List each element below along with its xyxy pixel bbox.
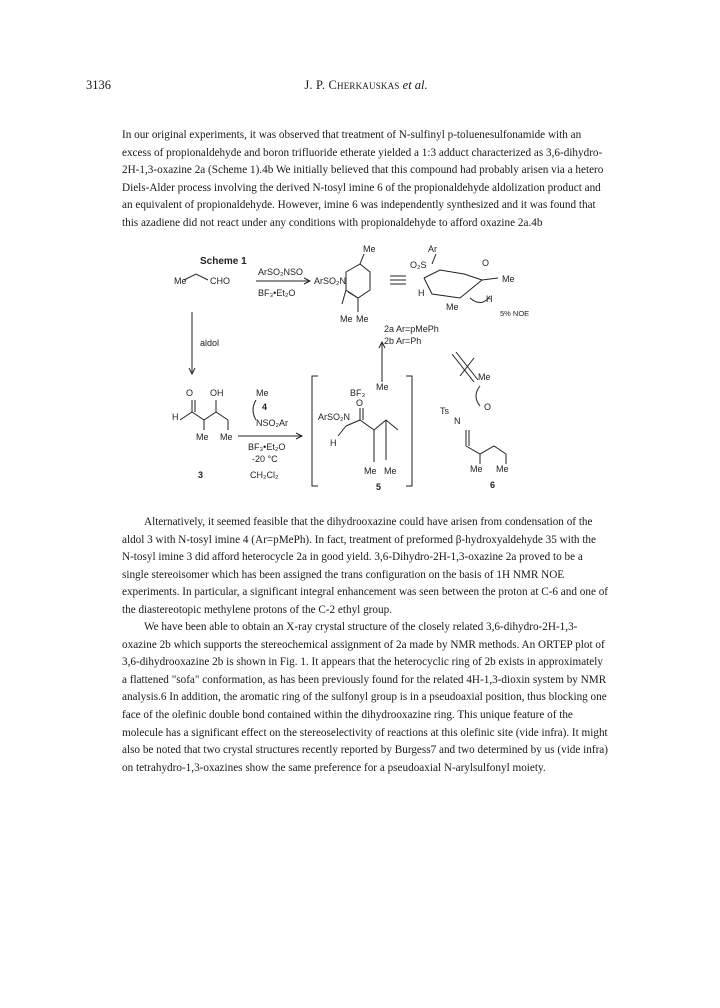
svg-text:CHO: CHO (210, 276, 230, 286)
svg-text:Me: Me (478, 372, 491, 382)
svg-text:BF₃: BF₃ (350, 388, 366, 398)
svg-text:Me: Me (220, 432, 233, 442)
svg-text:Me: Me (496, 464, 509, 474)
compound-5: 5 (376, 482, 382, 492)
et-al: et al. (402, 78, 428, 92)
scheme-title: Scheme 1 (200, 256, 247, 267)
paragraph-3-text: We have been able to obtain an X-ray crystal structure of the closely related 3,6-dihydro-2H-1,3-oxazine 2b which supports the stereochemical assignment of 2a made by NMR methods. An ORTEP plot of 3,6-dihydrooxazine 2b is shown in Fig. 1. It appears that the heterocyclic ring of 2b exists in approximately a flattened "sofa" conformation, as has been previously found for the related 4H-1,3-dioxin system by NMR analysis.6 In addition, the aromatic ring of the sulfonyl group is in a pseudoaxial position, thus blocking one face of the olefinic double bond contained within the dihydrooxazine ring. This unique feature of the molecule has a significant effect on the stereoselectivity of reactions at this olefinic site (vide infra). It might also be noted that two crystal structures recently reported by Burgess7 and two determined by us (vide infra) on tetrahydro-1,3-oxazines show the same preference for a pseudoaxial N-arylsulfonyl moiety. (122, 621, 609, 774)
conditions-solvent: CH₂Cl₂ (250, 470, 279, 480)
svg-text:Me: Me (340, 314, 353, 324)
noe-label: 5% NOE (500, 309, 530, 318)
page-header (86, 78, 646, 98)
compound-3: 3 (198, 470, 204, 480)
svg-text:ArSO₂N: ArSO₂N (318, 412, 350, 422)
svg-text:OH: OH (210, 388, 224, 398)
scheme-1 (170, 244, 580, 500)
svg-text:Me: Me (376, 382, 389, 392)
svg-text:H: H (486, 294, 493, 304)
paragraph-3 (122, 619, 610, 777)
paragraph-2 (122, 514, 610, 620)
catalyst-bf3: BF₃•Et₂O (258, 288, 296, 298)
label-2a: 2a Ar=pMePh (384, 324, 439, 334)
svg-text:Me: Me (363, 244, 376, 254)
svg-text:H: H (172, 412, 179, 422)
svg-text:N: N (454, 416, 461, 426)
svg-text:H: H (330, 438, 337, 448)
label-2b: 2b Ar=Ph (384, 336, 422, 346)
svg-text:Ar: Ar (428, 244, 437, 254)
svg-text:O: O (356, 398, 364, 408)
reagent-nso: ArSO₂NSO (258, 267, 303, 277)
svg-text:ArSO₂N: ArSO₂N (314, 276, 346, 286)
aldol-label: aldol (200, 338, 220, 348)
conditions-temp: -20 °C (252, 454, 278, 464)
svg-text:Me: Me (196, 432, 209, 442)
compound-6: 6 (490, 480, 496, 490)
svg-text:Me: Me (356, 314, 369, 324)
svg-text:Me: Me (384, 466, 397, 476)
svg-text:O: O (482, 258, 490, 268)
svg-text:O: O (186, 388, 194, 398)
scheme-1-drawing (170, 244, 580, 500)
paragraph-1: In our original experiments, it was observed that treatment of N-sulfinyl p-toluenesulfonamide with an excess of propionaldehyde and boron trifluoride etherate yielded a 1:3 adduct characterized as 3,6-dihydro-2H-1,3-oxazine 2a (Scheme 1).4b We initially believed that this compound had probably arisen via a hetero Diels-Alder process involving the derived N-tosyl imine 6 of the propionaldehyde aldolization product and an equivalent of propionaldehyde. However, imine 6 was independently synthesized and it was found that this azadiene did not react under any conditions with propionaldehyde to afford oxazine 2a.4b (122, 129, 604, 229)
svg-text:Me: Me (470, 464, 483, 474)
svg-text:Me: Me (446, 302, 459, 312)
svg-text:Me: Me (502, 274, 515, 284)
svg-text:H: H (418, 288, 425, 298)
tosyl-label: Ts (440, 406, 449, 416)
imine-4-group: NSO₂Ar (256, 418, 288, 428)
svg-text:O: O (484, 402, 492, 412)
author-name: J. P. Cherkauskas (304, 78, 400, 92)
svg-text:Me: Me (256, 388, 269, 398)
svg-text:Me: Me (174, 276, 187, 286)
running-head-authors (86, 78, 646, 93)
svg-text:O₂S: O₂S (410, 260, 427, 270)
paragraph-2-text: Alternatively, it seemed feasible that the dihydrooxazine could have arisen from condensation of the aldol 3 with N-tosyl imine 4 (Ar=pMePh). In fact, treatment of preformed β-hydroxyaldehyde 35 with the N-tosyl imine 3 did afford heterocycle 2a in good yield. 3,6-Dihydro-2H-1,3-oxazine 2a proved to be a single stereoisomer which has been assigned the trans configuration on the basis of 1H NMR NOE experiments. In particular, a significant integral enhancement was seen between the proton at C-6 and one of the diastereotopic methylene protons of the C-2 ethyl group. (122, 516, 609, 616)
page-number: 3136 (86, 78, 111, 92)
svg-text:Me: Me (364, 466, 377, 476)
compound-4: 4 (262, 402, 268, 412)
conditions-bf3: BF₃•Et₂O (248, 442, 286, 452)
